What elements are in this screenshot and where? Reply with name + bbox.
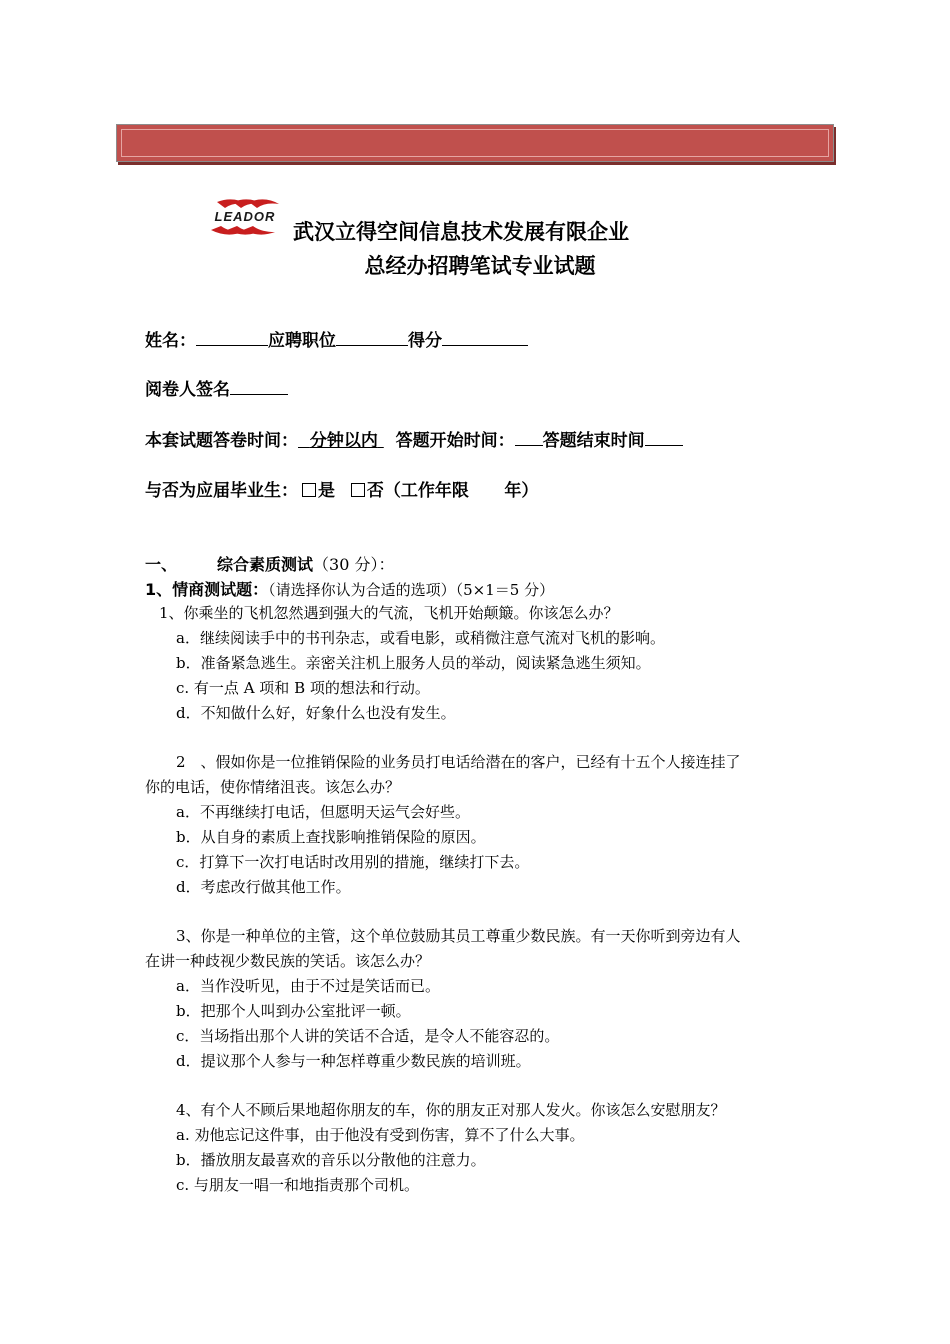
graduate-row: [145, 476, 538, 501]
score-label: 得分: [408, 331, 442, 351]
subsection-heading: [145, 577, 554, 600]
graduate-label: 与否为应届毕业生：: [145, 481, 298, 501]
score-field[interactable]: [442, 327, 528, 346]
position-field[interactable]: [336, 327, 408, 346]
q3-option-d: d．提议那个人参与一种怎样尊重少数民族的培训班。: [176, 1052, 531, 1070]
candidate-info-row: [145, 326, 528, 351]
question-3-line-1: 3、你是一种单位的主管，这个单位鼓励其员工尊重少数民族。有一天你听到旁边有人: [176, 927, 741, 945]
question-3-line-2: 在讲一种歧视少数民族的笑话。该怎么办？: [145, 952, 431, 970]
q4-option-b: b．播放朋友最喜欢的音乐以分散他的注意力。: [176, 1151, 486, 1169]
section-points: （30 分）：: [313, 555, 395, 574]
question-4: 4、有个人不顾后果地超你朋友的车，你的朋友正对那人发火。你该怎么安慰朋友？: [176, 1101, 726, 1119]
q1-option-d: d．不知做什么好，好象什么也没有发生。: [176, 704, 456, 722]
question-2-line-2: 你的电话，使你情绪沮丧。该怎么办？: [145, 778, 401, 796]
time-row: [145, 426, 683, 451]
subsection-note: （请选择你认为合适的选项）（5×1＝5 分）: [268, 581, 555, 599]
q4-option-c: c. 与朋友一唱一和地指责那个司机。: [176, 1176, 419, 1194]
start-time-field[interactable]: [515, 427, 543, 446]
q1-option-a: a．继续阅读手中的书刊杂志，或看电影，或稍微注意气流对飞机的影响。: [176, 629, 665, 647]
q2-option-d: d．考虑改行做其他工作。: [176, 878, 351, 896]
years-suffix: 年）: [504, 481, 539, 501]
start-time-label: 答题开始时间：: [395, 431, 515, 451]
section-number: 一、: [145, 555, 178, 574]
q2-option-b: b．从自身的素质上查找影响推销保险的原因。: [176, 828, 486, 846]
yes-label: 是: [318, 481, 335, 501]
q1-option-c: c. 有一点 A 项和 B 项的想法和行动。: [176, 679, 430, 697]
q2-option-a: a．不再继续打电话，但愿明天运气会好些。: [176, 803, 470, 821]
q3-option-c: c．当场指出那个人讲的笑话不合适，是令人不能容忍的。: [176, 1027, 560, 1045]
name-label: 姓名：: [145, 331, 196, 351]
end-time-field[interactable]: [645, 427, 683, 446]
time-label: 本套试题答卷时间：: [145, 431, 298, 451]
grader-label: 阅卷人签名: [145, 380, 230, 400]
q4-option-a: a. 劝他忘记这件事，由于他没有受到伤害，算不了什么大事。: [176, 1126, 585, 1144]
end-time-label: 答题结束时间: [542, 431, 645, 451]
no-checkbox[interactable]: [351, 483, 365, 497]
question-1: 1、你乘坐的飞机忽然遇到强大的气流，飞机开始颠簸。你该怎么办？: [159, 604, 619, 622]
question-2-line-1: 2 、假如你是一位推销保险的业务员打电话给潜在的客户，已经有十五个人接连挂了: [176, 753, 741, 771]
q2-option-c: c．打算下一次打电话时改用别的措施，继续打下去。: [176, 853, 530, 871]
q3-option-b: b．把那个人叫到办公室批评一顿。: [176, 1002, 411, 1020]
header-banner: [116, 124, 834, 162]
section-title: 综合素质测试: [217, 555, 314, 574]
position-label: 应聘职位: [268, 331, 336, 351]
q1-option-b: b．准备紧急逃生。亲密关注机上服务人员的举动，阅读紧急逃生须知。: [176, 654, 651, 672]
subsection-title: 1、情商测试题：: [145, 580, 269, 599]
grader-row: [145, 375, 288, 400]
no-label: 否（工作年限: [366, 481, 469, 501]
time-value: 分钟以内: [309, 431, 378, 451]
grader-signature-field[interactable]: [230, 376, 288, 395]
yes-checkbox[interactable]: [302, 483, 316, 497]
name-field[interactable]: [196, 327, 268, 346]
company-title: 武汉立得空间信息技术发展有限企业: [293, 220, 629, 244]
exam-title: 总经办招聘笔试专业试题: [364, 254, 596, 278]
section-heading: [145, 552, 394, 575]
q3-option-a: a．当作没听见，由于不过是笑话而已。: [176, 977, 440, 995]
logo-text: LEADOR: [214, 209, 276, 224]
company-logo: [203, 196, 287, 240]
